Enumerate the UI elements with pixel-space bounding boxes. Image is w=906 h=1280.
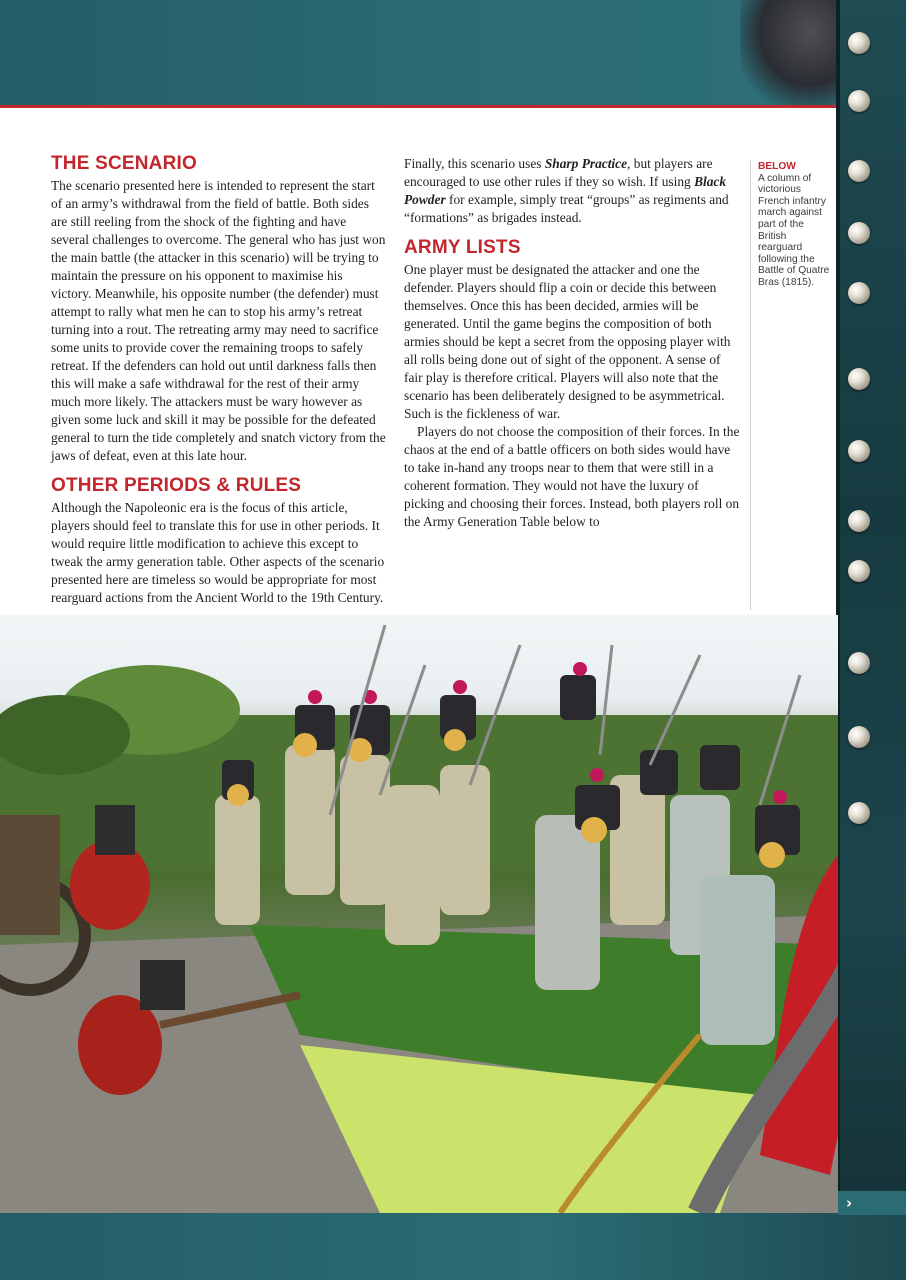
scenario-paragraph: The scenario presented here is intended to represent the start of an army’s withdrawal from the field of battle. Both sides are still reeling from the shock of the fighting and have several challenges to overcome. The general who has just won the main battle (the attacker in this scenario) will be trying to maintain the pressure on his opponent to maximise his victory. Meanwhile, his opposite number (the defender) must attempt to rally what men he can to stop his army’s retreat turning into a rout. The retreating army may need to sacrifice some units to provide cover the remaining troops to safely retreat. If the defenders can hold out until darkness falls then this will make a safe withdrawal for the rest of their army much more likely. The attackers must be wary however as given some luck and skill it may be possible for the defeated general to turn the tide completely and snatch victory from the jaws of defeat, even at this late hour.: [51, 178, 386, 463]
other-periods-paragraph-continued: Finally, this scenario uses Sharp Practice, but players are encouraged to use other rules if they so wish. If using Black Powder for example, simply treat “groups” as regiments and “formations” as brigades instead.: [404, 156, 729, 225]
article-column-left: [51, 150, 386, 607]
next-page-chevron-icon[interactable]: ›: [838, 1191, 906, 1215]
uniform-button-icon: [848, 368, 870, 390]
photo-caption: [758, 161, 833, 289]
uniform-button-icon: [848, 560, 870, 582]
heading-army-lists: ARMY LISTS: [404, 237, 521, 258]
caption-title: BELOW: [758, 161, 796, 172]
article-column-right: [404, 155, 741, 531]
footer-band: [0, 1213, 906, 1280]
uniform-button-icon: [848, 222, 870, 244]
caption-divider: [750, 160, 751, 610]
uniform-button-icon: [848, 90, 870, 112]
army-lists-paragraph: One player must be designated the attacker and one the defender. Players should flip a coin or decide this between themselves. Once this has been decided, armies will be generated. Until the game begins the composition of both armies should be kept a secret from the opposing player with all rolls being done out of sight of the opponent. A sense of fair play is therefore critical. Players will also note that the scenario has been deliberately designed to be asymmetrical. Such is the fickleness of war.: [404, 262, 731, 421]
header-divider: [0, 105, 838, 108]
uniform-button-icon: [848, 510, 870, 532]
uniform-button-icon: [848, 652, 870, 674]
uniform-button-icon: [848, 282, 870, 304]
uniform-button-icon: [848, 802, 870, 824]
uniform-button-icon: [848, 726, 870, 748]
sword-hilt-decoration: [740, 0, 840, 107]
uniform-button-icon: [848, 32, 870, 54]
caption-text: A column of victorious French infantry march against part of the British rearguard following the Battle of Quatre Bras (1815).: [758, 172, 830, 288]
heading-the-scenario: THE SCENARIO: [51, 153, 197, 174]
miniatures-photo: [0, 615, 838, 1213]
uniform-sidebar-image: [836, 0, 906, 1280]
army-lists-paragraph: Players do not choose the composition of their forces. In the chaos at the end of a battle officers on both sides would have to take in-hand any troops near to them that were still in a coherent formation. They would not have the luxury of picking and choosing their forces. Instead, both players roll on the Army Generation Table below to: [404, 424, 740, 529]
uniform-button-icon: [848, 440, 870, 462]
photo-illustration: [0, 615, 838, 1213]
other-periods-paragraph: Although the Napoleonic era is the focus of this article, players should feel to translate this for use in other periods. It would require little modification to achieve this except to tweak the army generation table. Other aspects of the scenario presented here are timeless so would be appropriate for most rearguard actions from the Ancient World to the 19th Century.: [51, 500, 385, 605]
uniform-button-icon: [848, 160, 870, 182]
heading-other-periods: OTHER PERIODS & RULES: [51, 475, 302, 496]
